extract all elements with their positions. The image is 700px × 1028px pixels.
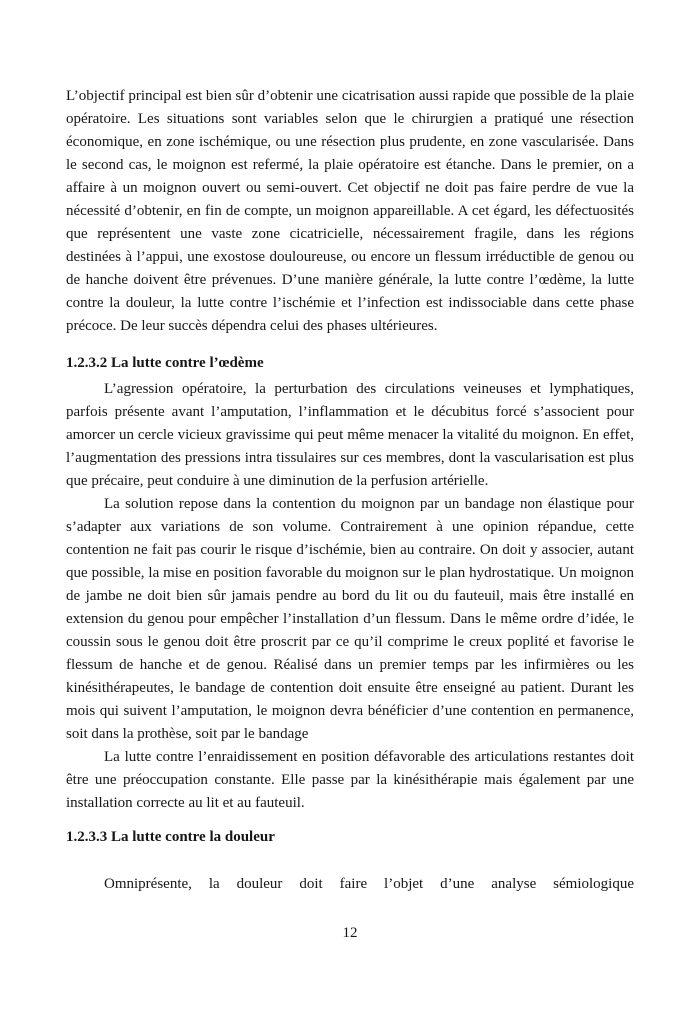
paragraph-contention-bandage: La solution repose dans la contention du moignon par un bandage non élastique pour s’adapter aux variations de son volume. Contrairement à une opinion répandue, cette contention ne fait pas courir le risque d’ischémie, bien au contraire. On doit y associer, autant que possible, la mise en position favorable du moignon sur le plan hydrostatique. Un moignon de jambe ne doit bien sûr jamais pendre au bord du lit ou du fauteuil, mais être installé en extension du genou pour empêcher l’installation d’un flessum. Dans le même ordre d’idée, le coussin sous le genou doit être proscrit par ce qu’il comprime le creux poplité et favorise le flessum de hanche et de genou. Réalisé dans un premier temps par les infirmières ou les kinésithérapeutes, le bandage de contention doit ensuite être enseigné au patient. Durant les mois qui suivent l’amputation, le moignon devra bénéficier d’une contention en permanence, soit dans la prothèse, soit par le bandage — [66, 496, 634, 742]
section-heading-oedeme: 1.2.3.2 La lutte contre l’œdème — [66, 355, 264, 371]
section-heading-douleur: 1.2.3.3 La lutte contre la douleur — [66, 829, 275, 845]
text-column — [66, 85, 634, 896]
paragraph-cicatrisation: L’objectif principal est bien sûr d’obtenir une cicatrisation aussi rapide que possible de la plaie opératoire. Les situations sont variables selon que le chirurgien a pratiqué une résection économique, en zone ischémique, ou une résection plus prudente, en zone vascularisée. Dans le second cas, le moignon est refermé, la plaie opératoire est étanche. Dans le premier, on a affaire à un moignon ouvert ou semi-ouvert. Cet objectif ne doit pas faire perdre de vue la nécessité d’obtenir, en fin de compte, un moignon appareillable. A cet égard, les défectuosités que représentent une vaste zone cicatricielle, nécessairement fragile, dans les régions destinées à l’appui, une exostose douloureuse, ou encore un flessum irréductible de genou ou de hanche doivent être prévenues. D’une manière générale, la lutte contre l’œdème, la lutte contre la douleur, la lutte contre l’ischémie et l’infection est indissociable dans cette phase précoce. De leur succès dépendra celui des phases ultérieures. — [66, 88, 634, 334]
paragraph-agression-operatoire: L’agression opératoire, la perturbation des circulations veineuses et lymphatiques, parfois présente avant l’amputation, l’inflammation et le décubitus forcé s’associent pour amorcer un cercle vicieux gravissime qui peut même menacer la vitalité du moignon. En effet, l’augmentation des pressions intra tissulaires sur ces membres, dont la vascularisation est plus que précaire, peut conduire à une diminution de la perfusion artérielle. — [66, 381, 634, 489]
paragraph-omnipresente: Omniprésente, la douleur doit faire l’objet d’une analyse sémiologique — [104, 876, 634, 892]
page-number: 12 — [342, 925, 358, 941]
paragraph-enraidissement: La lutte contre l’enraidissement en position défavorable des articulations restantes doit être une préoccupation constante. Elle passe par la kinésithérapie mais également par une installation correcte au lit et au fauteuil. — [66, 749, 634, 811]
